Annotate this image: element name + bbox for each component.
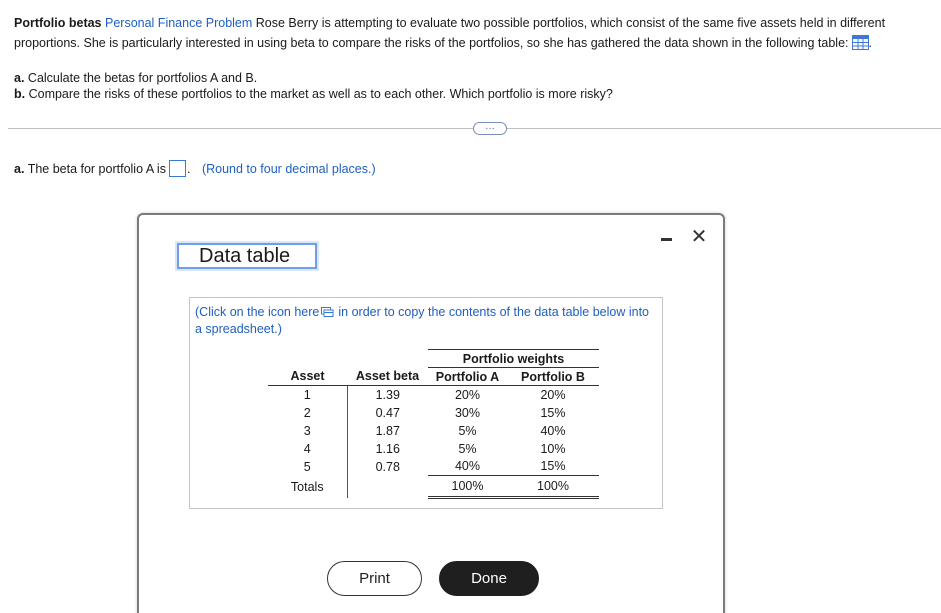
done-button[interactable]: Done	[439, 561, 539, 596]
table-row	[268, 386, 599, 404]
dialog-title: Data table	[177, 243, 317, 269]
cell-weight-b: 15%	[540, 405, 566, 420]
table-row	[268, 458, 599, 476]
cell-weight-a: 5%	[458, 423, 477, 438]
cell-weight-b: 15%	[540, 459, 566, 474]
totals-row	[268, 476, 599, 498]
cell-weight-a: 30%	[454, 405, 481, 420]
table-row	[268, 404, 599, 422]
part-b-text: Compare the risks of these portfolios to the market as well as to each other. Which portfolio is more risky?	[28, 87, 613, 101]
cell-weight-a: 5%	[458, 441, 477, 456]
part-b-label: b.	[14, 87, 26, 101]
cell-total-a: 100%	[428, 476, 507, 498]
problem-statement	[14, 13, 929, 53]
group-header-portfolio-weights: Portfolio weights	[428, 350, 599, 368]
cell-weight-a: 20%	[454, 387, 481, 402]
cell-total-b: 100%	[507, 476, 599, 498]
header-asset-beta: Asset beta	[347, 368, 428, 386]
copy-note-post: in order to copy the contents of the data table below into a spreadsheet.)	[195, 305, 649, 336]
cell-asset: 3	[268, 422, 347, 440]
cell-asset: 5	[268, 458, 347, 476]
answer-period: .	[186, 162, 191, 176]
cell-weight-a: 40%	[454, 459, 481, 474]
answer-hint: (Round to four decimal places.)	[201, 162, 376, 176]
beta-a-answer-input[interactable]	[169, 160, 186, 177]
close-icon: ✕	[690, 226, 708, 248]
expand-more-button[interactable]	[473, 122, 507, 135]
cell-asset: 1	[268, 386, 347, 404]
problem-subtitle: Personal Finance Problem	[105, 16, 253, 30]
data-panel	[189, 297, 663, 509]
table-row	[268, 422, 599, 440]
header-portfolio-b: Portfolio B	[507, 368, 599, 386]
cell-beta: 1.16	[375, 441, 400, 456]
minimize-button[interactable]	[661, 238, 672, 241]
cell-asset: 2	[268, 404, 347, 422]
problem-title: Portfolio betas	[14, 16, 102, 30]
cell-totals-beta	[347, 476, 428, 498]
copy-to-spreadsheet-icon[interactable]	[321, 305, 334, 315]
ellipsis-icon: …	[485, 120, 495, 132]
portfolio-data-table	[268, 349, 599, 499]
answer-text: The beta for portfolio A is	[27, 162, 166, 176]
part-a-label: a.	[14, 71, 25, 85]
copy-note	[195, 304, 655, 338]
problem-end: .	[868, 36, 872, 50]
data-table-dialog	[137, 213, 725, 613]
cell-beta: 1.39	[375, 387, 400, 402]
cell-weight-b: 40%	[540, 423, 566, 438]
copy-note-pre: (Click on the icon here	[195, 305, 320, 319]
cell-beta: 1.87	[375, 423, 400, 438]
cell-totals-label: Totals	[268, 476, 347, 498]
part-a-text: Calculate the betas for portfolios A and B.	[27, 71, 258, 85]
answer-line	[14, 160, 376, 178]
data-table-icon[interactable]	[852, 35, 869, 50]
header-portfolio-a: Portfolio A	[428, 368, 507, 386]
problem-parts	[14, 70, 613, 102]
cell-beta: 0.47	[375, 405, 400, 420]
cell-weight-b: 10%	[540, 441, 566, 456]
cell-beta: 0.78	[375, 459, 400, 474]
problem-text: Rose Berry is attempting to evaluate two possible portfolios, which consist of the same five assets held in different proportions. She is particularly interested in using beta to compare the risks of the portfolios, so she has gathered the data shown in the following table:	[14, 16, 886, 50]
table-row	[268, 440, 599, 458]
header-asset: Asset	[268, 368, 347, 386]
answer-label: a.	[14, 162, 25, 176]
cell-asset: 4	[268, 440, 347, 458]
close-button[interactable]	[690, 228, 708, 246]
cell-weight-b: 20%	[540, 387, 566, 402]
print-button[interactable]: Print	[327, 561, 422, 596]
